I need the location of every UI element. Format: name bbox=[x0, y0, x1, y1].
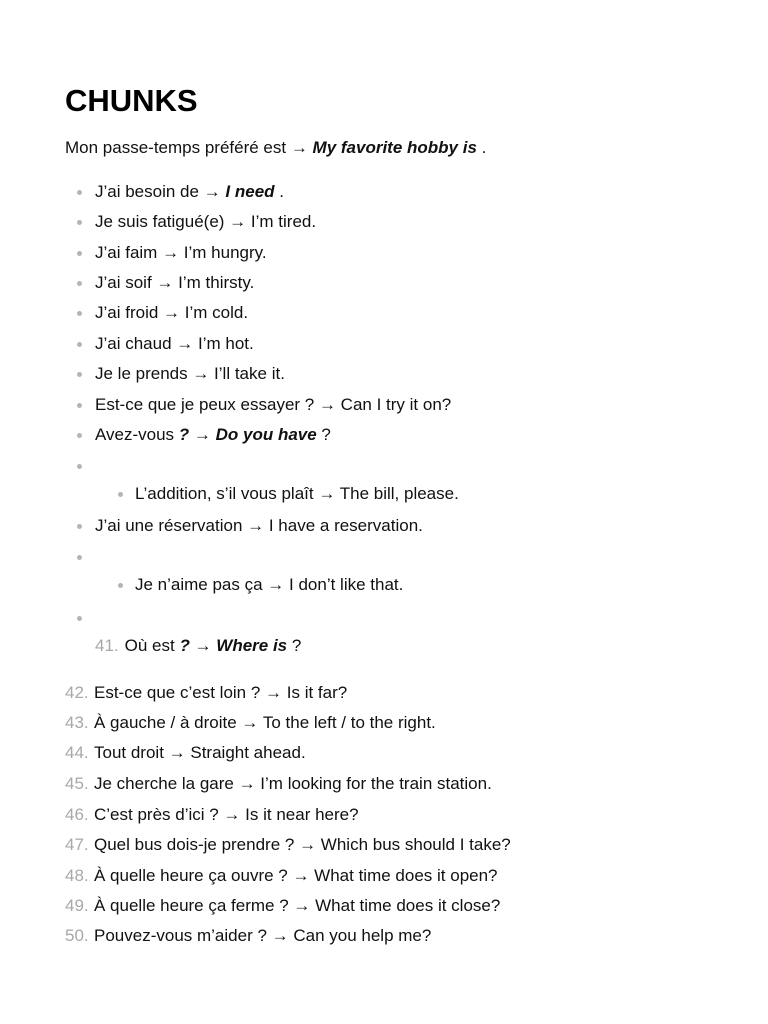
numbered-item: 50. Pouvez-vous m’aider ? → Can you help me? bbox=[65, 924, 431, 948]
numbered-item: 41. Où est ? → Where is ? bbox=[95, 634, 301, 658]
list-item: J’ai faim → I’m hungry. bbox=[95, 241, 267, 265]
item-number: 47. bbox=[65, 835, 89, 854]
item-number: 45. bbox=[65, 774, 89, 793]
item-number: 50. bbox=[65, 926, 89, 945]
list-item: Est-ce que je peux essayer ? → Can I try it on? bbox=[95, 393, 451, 417]
list-item: Je suis fatigué(e) → I’m tired. bbox=[95, 210, 316, 234]
intro-line bbox=[65, 136, 486, 160]
intro-tail: . bbox=[476, 138, 487, 157]
numbered-item: 44. Tout droit → Straight ahead. bbox=[65, 741, 306, 765]
empty-bullet bbox=[77, 616, 82, 621]
numbered-item: 46. C’est près d’ici ? → Is it near here? bbox=[65, 803, 359, 827]
list-item: J’ai chaud → I’m hot. bbox=[95, 332, 254, 356]
numbered-item: 42. Est-ce que c’est loin ? → Is it far? bbox=[65, 681, 347, 705]
numbered-item: 47. Quel bus dois-je prendre ? → Which bus should I take? bbox=[65, 833, 511, 857]
list-item: Je le prends → I’ll take it. bbox=[95, 362, 285, 386]
item-number: 46. bbox=[65, 805, 89, 824]
empty-bullet bbox=[77, 555, 82, 560]
page-title: CHUNKS bbox=[65, 83, 198, 118]
intro-english: My favorite hobby is bbox=[312, 138, 477, 157]
empty-bullet bbox=[77, 464, 82, 469]
item-number: 42. bbox=[65, 683, 89, 702]
item-number: 48. bbox=[65, 866, 89, 885]
item-number: 41. bbox=[95, 636, 119, 655]
list-item: J’ai besoin de → I need . bbox=[95, 180, 284, 204]
list-item: J’ai froid → I’m cold. bbox=[95, 301, 248, 325]
item-number: 44. bbox=[65, 743, 89, 762]
sub-list-item: L’addition, s’il vous plaît → The bill, please. bbox=[135, 482, 459, 506]
intro-french: Mon passe-temps préféré est → bbox=[65, 138, 313, 157]
numbered-item: 49. À quelle heure ça ferme ? → What time does it close? bbox=[65, 894, 500, 918]
sub-list-item: Je n’aime pas ça → I don’t like that. bbox=[135, 573, 403, 597]
list-item: Avez-vous ? → Do you have ? bbox=[95, 423, 331, 447]
numbered-item: 45. Je cherche la gare → I’m looking for the train station. bbox=[65, 772, 492, 796]
list-item: J’ai une réservation → I have a reservation. bbox=[95, 514, 423, 538]
numbered-item: 43. À gauche / à droite → To the left / to the right. bbox=[65, 711, 436, 735]
item-number: 43. bbox=[65, 713, 89, 732]
numbered-item: 48. À quelle heure ça ouvre ? → What time does it open? bbox=[65, 864, 498, 888]
item-number: 49. bbox=[65, 896, 89, 915]
list-item: J’ai soif → I’m thirsty. bbox=[95, 271, 254, 295]
